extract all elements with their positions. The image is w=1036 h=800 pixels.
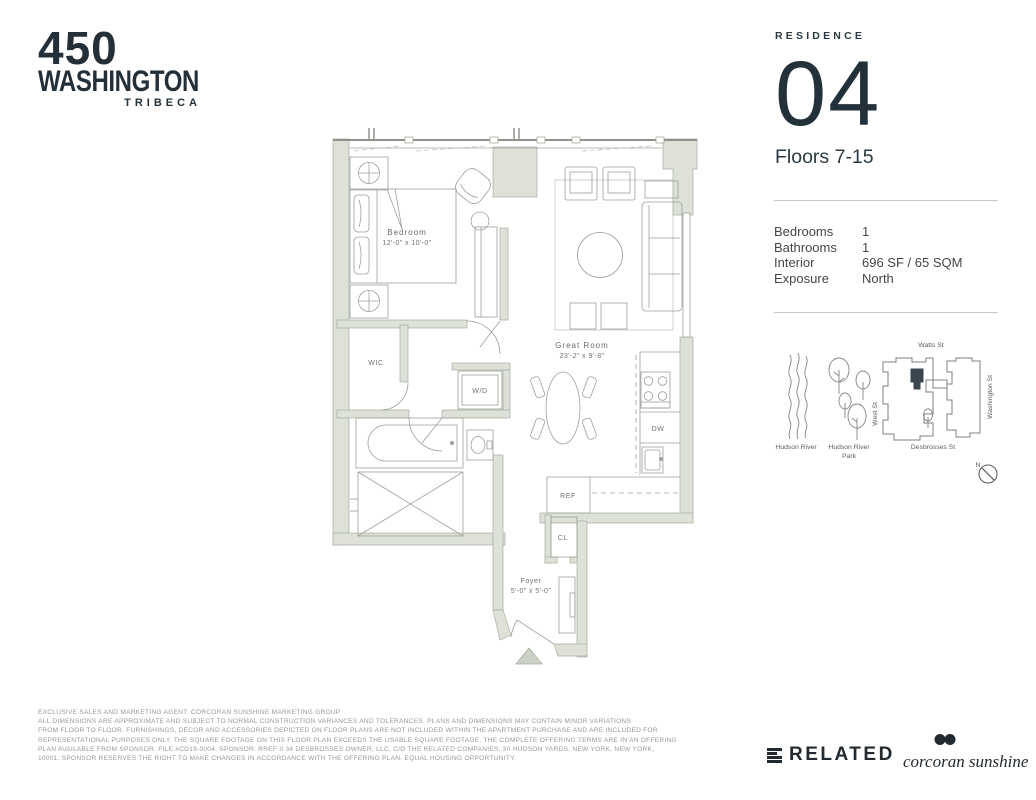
kitchen-sink xyxy=(642,447,663,473)
residence-number: 04 xyxy=(775,43,882,145)
bedroom-label: Bedroom xyxy=(387,228,427,237)
dw-label: DW xyxy=(651,426,665,433)
spec-row-bedrooms xyxy=(774,224,998,240)
disclaimer-line: FROM FLOOR TO FLOOR. FURNISHINGS, DÉCOR AND ACCESSORIES DEPICTED ON FLOOR PLANS ARE NOT INCLUDED WITHIN THE APARTMENT PURCHASE AND ARE INCLUDED FOR xyxy=(38,727,658,735)
disclaimer-line: ALL DIMENSIONS ARE APPROXIMATE AND SUBJECT TO NORMAL CONSTRUCTION VARIANCES AND TOLERANCES. PLANS AND DIMENSIONS MAY CONTAIN MINOR VARIATIONS xyxy=(38,718,632,726)
nightstand xyxy=(350,157,388,190)
bathroom xyxy=(350,418,493,536)
map-svg xyxy=(760,328,1020,508)
bedroom-door xyxy=(467,321,500,354)
park-trees xyxy=(829,358,870,440)
floor-plan-svg xyxy=(330,125,710,670)
city-blocks xyxy=(883,358,980,440)
shower xyxy=(350,472,463,536)
bedroom-dims: 12'-0" x 10'-0" xyxy=(382,240,432,247)
spec-row-interior xyxy=(774,255,998,271)
location-map xyxy=(760,328,1020,513)
disclaimer-line: PLAN AVAILABLE FROM SPONSOR. FILE #CD19-0004. SPONSOR: RREF II 34 DESBROSSES OWNER, LLC, C/O THE RELATED COMPANIES, 30 HUDSON YARDS, NEW YORK, NEW YORK, xyxy=(38,745,655,753)
great-room-dims: 23'-2" x 9'-8" xyxy=(559,353,605,360)
spec-row-bathrooms xyxy=(774,240,998,256)
brand-name: WASHINGTON xyxy=(38,65,199,98)
corcoran-sunshine-logo xyxy=(903,733,1029,772)
residence-label: RESIDENCE xyxy=(775,30,866,42)
closet xyxy=(475,227,497,317)
wd-label: W/D xyxy=(472,388,488,395)
compass xyxy=(976,462,997,483)
side-wall xyxy=(683,213,690,337)
floor-plan xyxy=(330,125,710,675)
wic-label: WIC xyxy=(368,360,384,367)
hudson-river-park-label-1: Hudson River xyxy=(828,444,870,451)
ottoman xyxy=(601,303,627,329)
cl-label: CL xyxy=(557,535,569,542)
foyer-label: Foyer xyxy=(520,578,542,585)
entry-arrow xyxy=(516,648,542,664)
residence-header xyxy=(775,30,881,169)
foyer-console xyxy=(559,577,575,633)
corcoran-wordmark: corcoran sunshine xyxy=(903,752,1029,771)
legal-disclaimer xyxy=(38,708,677,763)
lounge-chair xyxy=(452,165,494,207)
nightstand xyxy=(350,285,388,318)
watts-st-label: Watts St xyxy=(918,342,944,349)
dining-table xyxy=(546,372,580,444)
dining-chair xyxy=(582,376,598,399)
compass-needle xyxy=(982,468,994,480)
brand-neighborhood: TRIBECA xyxy=(124,97,201,109)
ref-label: REF xyxy=(560,493,576,500)
spec-label: Exposure xyxy=(774,270,829,286)
armchair xyxy=(603,167,635,200)
sofa xyxy=(642,202,682,311)
spec-value: 1 xyxy=(862,239,870,255)
compass-n-label: N xyxy=(975,462,981,469)
corcoran-dots-icon xyxy=(933,733,959,746)
related-wordmark: RELATED xyxy=(789,744,895,765)
wic-door xyxy=(381,383,408,410)
related-mark-icon xyxy=(767,748,782,763)
west-st-label: West St xyxy=(872,402,879,426)
dining-chair xyxy=(530,417,546,440)
brand-logo xyxy=(38,22,208,109)
foyer-dims: 5'-0" x 5'-0" xyxy=(510,588,552,595)
coffee-table xyxy=(578,233,623,278)
armchair xyxy=(565,167,597,200)
dining-chair xyxy=(530,376,546,399)
brand-number: 450 xyxy=(38,22,118,74)
dining-set xyxy=(530,372,597,444)
desbrosses-st-label: Desbrosses St xyxy=(910,444,956,451)
hudson-river-park-label-2: Park xyxy=(842,453,856,460)
entry-door xyxy=(511,620,554,644)
divider-top xyxy=(774,200,998,201)
related-logo xyxy=(767,744,895,766)
rug xyxy=(555,180,673,330)
great-room-label: Great Room xyxy=(555,341,609,350)
residence-floors: Floors 7-15 xyxy=(775,146,874,168)
washington-st-label: Washington St xyxy=(987,375,994,419)
cooktop xyxy=(641,372,670,408)
bathroom-door xyxy=(409,418,442,451)
hudson-river-label: Hudson River xyxy=(775,444,817,451)
vanity-sink xyxy=(467,430,493,460)
spec-value: 1 xyxy=(862,224,870,239)
dining-chair xyxy=(582,417,598,440)
divider-bottom xyxy=(774,312,998,313)
spec-value: 696 SF / 65 SQM xyxy=(862,255,963,270)
disclaimer-line: 10001. SPONSOR RESERVES THE RIGHT TO MAKE CHANGES IN ACCORDANCE WITH THE OFFERING PLAN. EQUAL HOUSING OPPORTUNITY. xyxy=(38,755,516,763)
spec-label: Bedrooms xyxy=(774,224,834,239)
spec-label: Bathrooms xyxy=(774,239,837,255)
disclaimer-line: EXCLUSIVE SALES AND MARKETING AGENT: CORCORAN SUNSHINE MARKETING GROUP xyxy=(38,709,341,716)
hudson-river-waves xyxy=(789,353,807,439)
walls xyxy=(333,139,697,657)
spec-value: North xyxy=(862,270,894,286)
spec-label: Interior xyxy=(774,255,815,270)
spec-row-exposure xyxy=(774,271,998,287)
great-room xyxy=(555,167,682,330)
disclaimer-line: REPRESENTATIONAL PURPOSES ONLY. THE SQUARE FOOTAGE ON THIS FLOOR PLAN EXCEEDS THE USABLE SQUARE FOOTAGE. THE COMPLETE OFFERING TERMS ARE IN AN OFFERING xyxy=(38,736,677,744)
specs-table xyxy=(774,224,998,286)
ottoman xyxy=(570,303,596,329)
